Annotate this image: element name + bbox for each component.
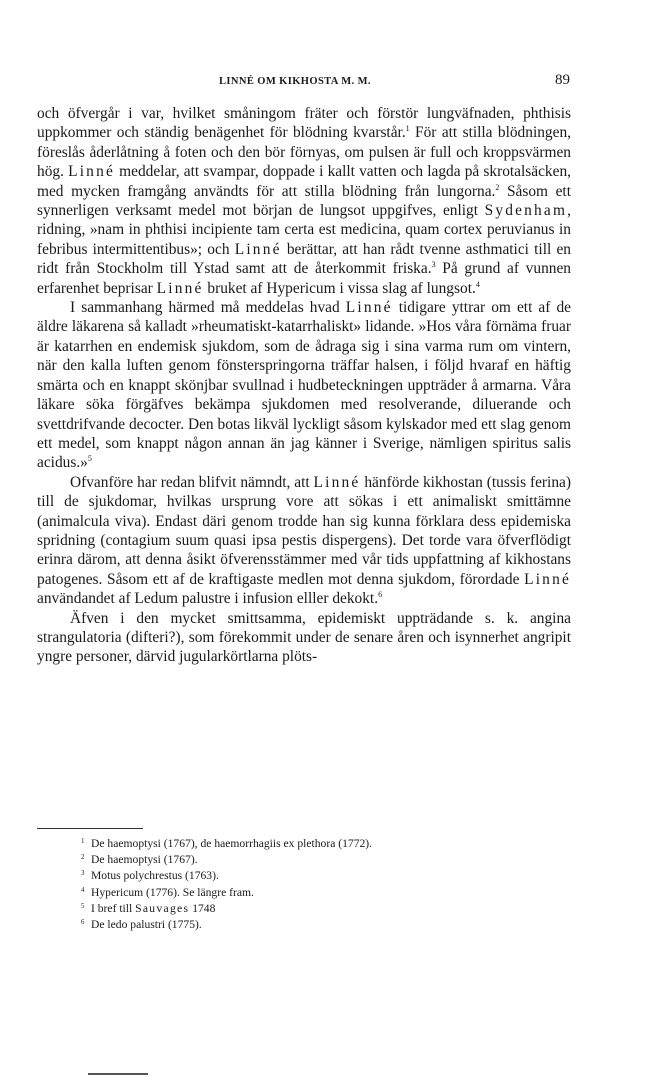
text-run: berättar, att han rådt tvenne asthmatici till en ridt från Stockholm till Ystad samt att de återkommit friska.: [37, 240, 571, 278]
page-number: 89: [555, 72, 570, 88]
body-text: [37, 104, 571, 667]
footnote-ref-5: 5: [87, 454, 92, 464]
footnote-4: 4 Hypericum (1776). Se längre fram.: [81, 885, 254, 899]
footnote-1: 1 De haemoptysi (1767), de haemorrhagiis ex plethora (1772).: [81, 837, 373, 850]
spaced-name-sauvages: Sauvages: [135, 901, 190, 915]
footnote-text: I bref till: [91, 901, 136, 915]
text-run: Äfven i den mycket smittsamma, epidemiskt uppträdande s. k. angina strangulatoria (difteri?), som förekommit under de senare åren och isynnerhet angripit yngre personer, därvid jugularkörtlarna plöts-: [37, 609, 571, 666]
spaced-name-linne: Linné: [345, 299, 393, 317]
spaced-name-linne: Linné: [68, 163, 115, 181]
text-run: För att stilla blödningen, föreslås åderlåtning å foten och den bör förnyas, om pulsen är full och kroppsvärmen hög.: [37, 124, 571, 181]
running-header: [0, 72, 672, 92]
footnote-ref-6: 6: [378, 590, 383, 600]
footnote-text: De haemoptysi (1767), de haemorrhagiis ex plethora (1772).: [91, 837, 373, 850]
footnote-ref-4: 4: [475, 279, 480, 289]
running-title: LINNÉ OM KIKHOSTA M. M.: [219, 76, 371, 87]
footnote-ref-1: 1: [405, 124, 410, 134]
text-run: , ridning, »nam in phthisi incipiente tam certa est medicina, quam cortex peruvianus in febribus intermittentibus»; och: [37, 202, 571, 258]
footnote-5: 5 I bref till Sauvages 1748: [81, 901, 216, 915]
text-run: Såsom ett synnerligen verksamt medel mot början de lungsot uppgifves, enligt: [37, 182, 571, 220]
footnote-6: 6 De ledo palustri (1775).: [81, 918, 202, 932]
footnote-ref-2: 2: [495, 182, 500, 192]
text-run: På grund af vunnen erfarenhet beprisar: [37, 260, 571, 297]
footnote-text: Hypericum (1776). Se längre fram.: [91, 885, 254, 899]
text-run: I sammanhang härmed må meddelas hvad: [70, 299, 346, 317]
footnote-text: De ledo palustri (1775).: [91, 918, 202, 932]
spaced-name-sydenham: Sydenham: [484, 202, 568, 220]
footnote-3: 3 Motus polychrestus (1763).: [81, 869, 219, 883]
footnote-text: Motus polychrestus (1763).: [91, 869, 219, 883]
paragraph-4: [37, 609, 571, 667]
text-run: användandet af Ledum palustre i infusion elller dekokt.: [37, 590, 379, 608]
paragraph-1: [37, 104, 571, 298]
scan-artifact: [88, 1073, 148, 1075]
footnote-ref-3: 3: [431, 260, 436, 270]
text-run: och öfvergår i var, hvilket småningom fräter och förstör lungväfnaden, phthisis uppkommer och ständig benägenhet för blödning kvarstår.: [37, 105, 571, 142]
spaced-name-linne: Linné: [234, 240, 282, 258]
text-run: tidigare yttrar om ett af de äldre läkarena så kalladt »rheumatiskt-katarrhaliskt» lidande. »Hos våra förnäma fruar är katarrhen en endemisk sjukdom, som de ådraga sig i sina varma rum om vintern, när den kalla luften genom fönsterspringorna träffar halsen, i följd hvaraf en häftig smärta och en knappt skönjbar svullnad i hudbeteckningen uppträder å armarna. Våra läkare söka förgäfves bekämpa sjukdomen med resolverande, diluerande och svettdrifvande decocter. Den botas likväl lyckligt såsom kylskador med ett slag genom ett medel, som knappt någon annan än jag känner i Sverige, nämligen spiritus salis acidus.»: [37, 299, 571, 472]
paragraph-3: [37, 473, 571, 609]
paragraph-2: [37, 298, 571, 473]
text-run: Ofvanföre har redan blifvit nämndt, att: [70, 473, 314, 491]
footnote-text: De haemoptysi (1767).: [91, 853, 198, 867]
spaced-name-linne: Linné: [524, 570, 571, 588]
text-run: bruket af Hypericum i vissa slag af lungsot.: [203, 279, 476, 297]
text-run: hänförde kikhostan (tussis ferina) till de sjukdomar, hvilkas ursprung vore att sökas i ett animaliskt smittämne (animalcula viva). Endast däri genom trodde han sig kunna förklara dess epidemiska spridning (contagium suum quasi ipsa pestis dispergens). Det torde vara öfverflödigt erinra därom, att denna åsikt öfverensstämmer med vår tids uppfattning af kikhostans patogenes. Såsom ett af de kraftigaste medlen mot denna sjukdom, förordade: [37, 473, 571, 588]
footnote-text: 1748: [189, 901, 216, 915]
footnotes: [81, 836, 561, 933]
spaced-name-linne: Linné: [313, 473, 361, 491]
footnote-2: 2 De haemoptysi (1767).: [81, 853, 198, 867]
text-run: meddelar, att svampar, doppade i kallt vatten och lagda på skrotalsäcken, med mycken framgång användts för att stilla blödning från lungorna.: [37, 163, 571, 200]
footnote-rule: [37, 828, 143, 829]
spaced-name-linne: Linné: [156, 279, 204, 297]
